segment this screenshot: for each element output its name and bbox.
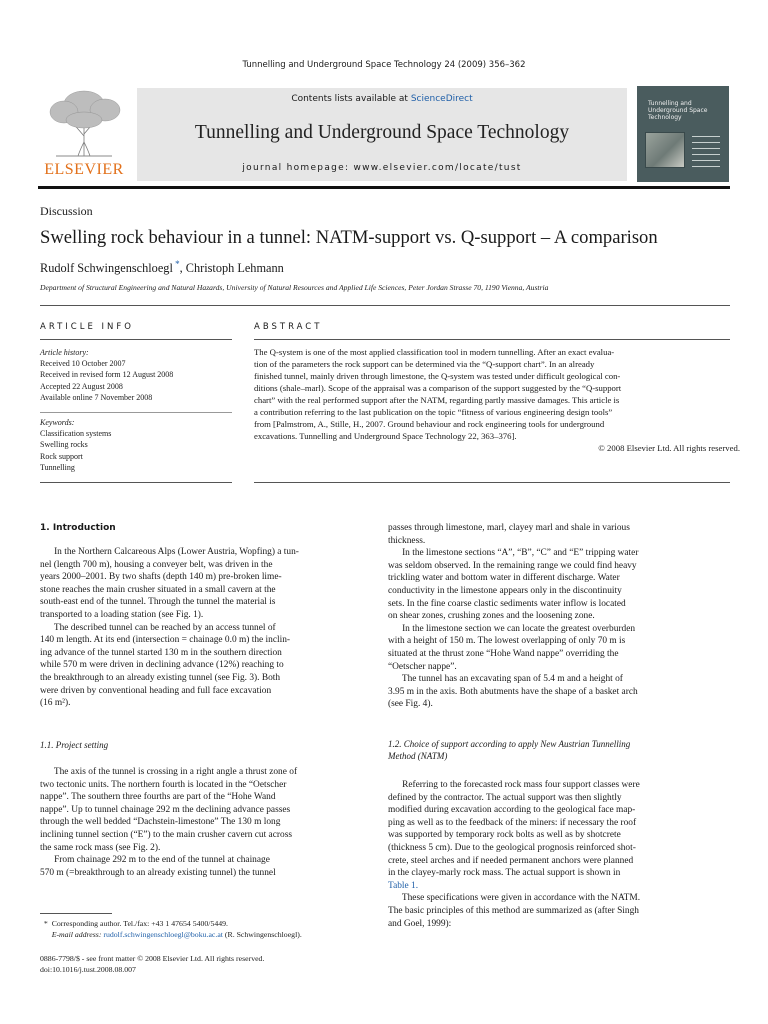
elsevier-tree-icon: [42, 86, 126, 158]
cover-decor: [692, 154, 720, 155]
footnote-corresponding: * Corresponding author. Tel./fax: +43 1 47654 5400/5449.: [40, 919, 229, 928]
body-line: “Oetscher nappe”.: [388, 661, 457, 672]
issn-line: 0886-7798/$ - see front matter © 2008 Elsevier Ltd. All rights reserved.: [40, 954, 265, 963]
footnote: [40, 918, 380, 940]
abstract-line: finished tunnel, mainly driven through limestone, the Q-system was tested under difficult geological con-: [254, 371, 621, 381]
body-line: From chainage 292 m to the end of the tunnel at chainage: [40, 855, 270, 866]
body-line: (see Fig. 4).: [388, 699, 433, 710]
subsection-heading: [388, 738, 630, 762]
body-line: through the well bedded “Dachstein-limestone” The 130 m long: [40, 817, 281, 828]
cover-decor: [692, 148, 720, 149]
abstract-text: [254, 346, 740, 454]
author-list: [40, 259, 284, 276]
body-line: in the clayey-marly rock mass. The actual support is shown in: [388, 868, 621, 879]
body-line: nappe”. The southern three fourths are part of the “Hohe Wand: [40, 792, 276, 803]
corresponding-author-mark[interactable]: *: [172, 259, 180, 269]
body-line: on shear zones, crushing zones and the loosening zone.: [388, 611, 595, 622]
abstract-heading: ABSTRACT: [254, 322, 323, 332]
email-suffix: (R. Schwingenschloegl).: [222, 930, 302, 939]
abstract-line: tion of the parameters the rock support can be determined via the “Q-support chart”. In an already: [254, 359, 595, 369]
body-line: In the limestone section we can locate the greatest overburden: [388, 623, 636, 634]
keyword: Swelling rocks: [40, 440, 88, 450]
elsevier-wordmark: ELSEVIER: [44, 161, 124, 178]
body-line: crete, steel arches and if needed permanent anchors were planned: [388, 855, 634, 866]
author-name: , Christoph Lehmann: [179, 261, 284, 276]
divider: [40, 482, 232, 483]
article-info-heading: ARTICLE INFO: [40, 322, 134, 332]
keywords-label: Keywords:: [40, 418, 75, 427]
body-line: trickling water and bottom water in different discharge. Water: [388, 573, 620, 584]
history-item: Received in revised form 12 August 2008: [40, 370, 174, 380]
geology-paragraphs: [388, 522, 733, 711]
abstract-line: The Q-system is one of the most applied classification tool in modern tunnelling. After an exact evalua-: [254, 347, 615, 357]
divider: [40, 305, 730, 306]
body-line: nappe”. Up to tunnel chainage 292 m the declining advance passes: [40, 804, 291, 815]
email-label: E-mail address:: [40, 930, 104, 939]
table-link[interactable]: Table 1.: [388, 880, 419, 891]
body-line: the same rock mass (see Fig. 2).: [40, 842, 161, 853]
body-line: and Goel, 1999):: [388, 918, 452, 929]
intro-paragraphs: [40, 546, 376, 710]
journal-homepage[interactable]: journal homepage: www.elsevier.com/locate/tust: [242, 163, 522, 173]
subsection-heading: 1.1. Project setting: [40, 740, 109, 750]
cover-decor: [692, 166, 720, 167]
body-line: while 570 m were driven in declining advance (12%) reaching to: [40, 660, 284, 671]
support-paragraphs: [388, 779, 733, 930]
body-line: stone reaches the main crusher situated in a small cavern at the: [40, 584, 276, 595]
body-line: passes through limestone, marl, clayey marl and shale in various: [388, 523, 630, 533]
divider: [40, 412, 232, 413]
author-name: Rudolf Schwingenschloegl: [40, 261, 173, 276]
abstract-line: ditions (shale–marl). Scope of the appraisal was a comparison of the support suggested by the “Q-support: [254, 383, 622, 393]
body-line: In the Northern Calcareous Alps (Lower Austria, Wopfing) a tun-: [40, 547, 299, 557]
body-line: The tunnel has an excavating span of 5.4 m and a height of: [388, 674, 623, 685]
abstract-line: excavations. Tunnelling and Underground Space Technology 22, 363–376].: [254, 431, 517, 441]
body-line: situated at the thrust zone “Hohe Wand nappe” overriding the: [388, 648, 619, 659]
abstract-line: a contribution referring to the last publication on the topic “fitness of various engineering design tools”: [254, 407, 613, 417]
body-line: 570 m (=breakthrough to an already existing tunnel) the tunnel: [40, 867, 276, 878]
affiliation: Department of Structural Engineering and Natural Hazards, University of Natural Resources and Applied Life Sciences, Peter Jordan Strasse 70, 1190 Vienna, Austria: [40, 283, 549, 292]
body-line: inclining tunnel section (“E”) to the main crusher cavern cut across: [40, 829, 292, 840]
project-setting-paragraphs: [40, 766, 376, 879]
body-line: The basic principles of this method are summarized as (after Singh: [388, 905, 639, 916]
cover-photo: [645, 132, 685, 168]
footnote-email-line: [40, 929, 380, 940]
body-line: The axis of the tunnel is crossing in a right angle a thrust zone of: [40, 767, 298, 777]
body-line: (16 m²).: [40, 698, 71, 709]
article-history: [40, 347, 232, 403]
cover-decor: [692, 136, 720, 137]
body-line: years 2000–2001. By two shafts (depth 140 m) pre-broken lime-: [40, 572, 282, 583]
abstract-line: chart” with the real performed support after the NATM, regarding partly massive damages. This article is: [254, 395, 620, 405]
divider: [254, 482, 730, 483]
doi-line[interactable]: doi:10.1016/j.tust.2008.08.007: [40, 965, 136, 974]
body-line: nel (length 700 m), housing a conveyer belt, was driven in the: [40, 559, 273, 570]
issn-doi: [40, 953, 264, 975]
divider: [254, 339, 730, 340]
body-line: 3.95 m in the axis. Both abutments have the shape of a basket arch: [388, 686, 638, 697]
body-line: These specifications were given in accordance with the NATM.: [388, 893, 641, 904]
contents-line: [137, 94, 627, 104]
body-line: thickness.: [388, 535, 426, 546]
article-type: Discussion: [40, 204, 93, 218]
body-line: In the limestone sections “A”, “B”, “C” and “E” tripping water: [388, 548, 639, 559]
body-line: ing advance of the tunnel started 130 m in the southern direction: [40, 647, 282, 658]
body-line: 140 m length. At its end (intersection = chainage 0.0 m) the inclin-: [40, 635, 291, 646]
email-link[interactable]: rudolf.schwingenschloegl@boku.ac.at: [103, 930, 223, 939]
body-line: ping as well as to the feedback of the miners: if necessary the roof: [388, 817, 637, 828]
cover-decor: [692, 160, 720, 161]
body-line: modified during excavation according to the geological face map-: [388, 805, 636, 816]
body-line: with a height of 150 m. The lowest overlapping of only 70 m is: [388, 636, 626, 647]
body-line: sets. In the fine coarse clastic sediments water inflow is located: [388, 598, 626, 609]
history-item: Available online 7 November 2008: [40, 392, 153, 402]
journal-name: Tunnelling and Underground Space Technology: [194, 122, 570, 143]
history-item: Received 10 October 2007: [40, 359, 126, 369]
subsection-heading-line: Method (NATM): [388, 751, 448, 761]
footnote-rule: [40, 913, 112, 914]
sciencedirect-link[interactable]: ScienceDirect: [410, 94, 473, 104]
body-line: the breakthrough to an already existing tunnel (see Fig. 3). Both: [40, 672, 281, 683]
body-line: (thickness 5 cm). Due to the geological prognosis reinforced shot-: [388, 842, 636, 853]
journal-cover-thumbnail: [637, 86, 729, 182]
journal-banner: [137, 88, 627, 181]
abstract-line: from [Palmstrom, A., Stille, H., 2007. Ground behaviour and rock engineering tools for underground: [254, 419, 605, 429]
body-line: Referring to the forecasted rock mass four support classes were: [388, 780, 640, 790]
keywords: [40, 417, 232, 473]
body-line: defined by the contractor. The actual support was then slightly: [388, 792, 622, 803]
contents-prefix: Contents lists available at: [291, 94, 411, 104]
cover-title: Tunnelling and Underground Space Technology: [648, 100, 708, 121]
body-line: was seldom observed. In the remaining range we could find heavy: [388, 560, 637, 571]
body-line: conductivity in the limestone appears only in the discontinuity: [388, 585, 622, 596]
subsection-heading-line: 1.2. Choice of support according to apply New Austrian Tunnelling: [388, 739, 631, 749]
divider: [40, 339, 232, 340]
article-title: Swelling rock behaviour in a tunnel: NATM-support vs. Q-support – A comparison: [40, 227, 658, 248]
body-line: was supported by temporary rock bolts as well as by shotcrete: [388, 830, 621, 841]
body-line: were driven by conventional heading and full face excavation: [40, 685, 272, 696]
keyword: Classification systems: [40, 429, 112, 439]
body-line: transported to a loading station (see Fig. 1).: [40, 609, 204, 620]
section-heading: 1. Introduction: [40, 523, 116, 533]
keyword: Rock support: [40, 451, 83, 461]
history-label: Article history:: [40, 348, 89, 357]
header-rule: [38, 186, 730, 189]
body-line: south-east end of the tunnel. Through the tunnel the material is: [40, 597, 276, 608]
keyword: Tunnelling: [40, 462, 75, 472]
abstract-copyright: © 2008 Elsevier Ltd. All rights reserved.: [598, 443, 740, 453]
cover-decor: [692, 142, 720, 143]
body-line: The described tunnel can be reached by an access tunnel of: [40, 622, 276, 633]
elsevier-logo: [38, 86, 130, 182]
history-item: Accepted 22 August 2008: [40, 381, 123, 391]
body-line: two tectonic units. The northern fourth is located in the “Oetscher: [40, 779, 287, 790]
journal-citation: Tunnelling and Underground Space Technology 24 (2009) 356–362: [242, 60, 526, 70]
